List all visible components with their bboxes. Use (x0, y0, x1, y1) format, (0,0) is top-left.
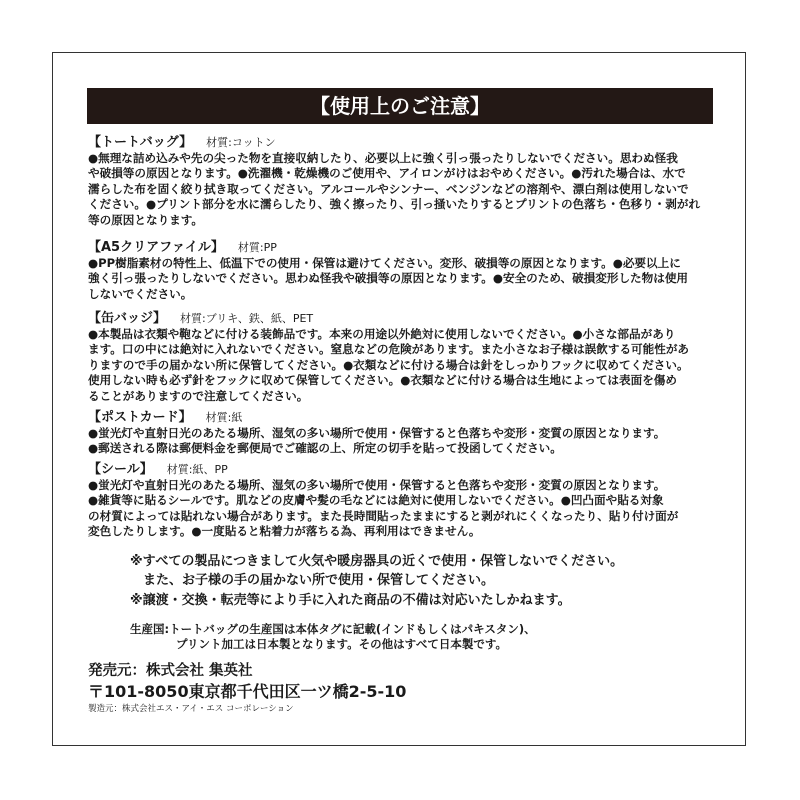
origin-line: プリント加工は日本製となります。その他はすべて日本製です。 (130, 637, 507, 651)
section-name: 【缶バッジ】 (88, 311, 167, 326)
manufacturer: 製造元：株式会社エス・アイ・エス コーポレーション (88, 704, 294, 714)
section-clear-file (88, 240, 718, 302)
section-name: 【ポストカード】 (88, 410, 192, 425)
text-line: 変色したりします。●一度貼ると粘着力が落ちる為、再利用はできません。 (88, 524, 481, 539)
section-header (88, 410, 718, 426)
address: 〒101-8050東京都千代田区一ツ橋2-5-10 (88, 682, 407, 701)
section-material: 材質:紙 (205, 411, 243, 424)
section-name: 【A5クリアファイル】 (88, 240, 224, 255)
section-header (88, 240, 718, 256)
text-line: ●無理な詰め込みや先の尖った物を直接収納したり、必要以上に強く引っ張ったりしないでください。思わぬ怪我 (88, 151, 678, 165)
section-sticker (88, 462, 718, 540)
text-line: ●郵送される際は郵便料金を郵便局でご確認の上、所定の切手を貼って投函してください。 (88, 441, 562, 456)
text-line: 濡らした布を固く絞り拭き取ってください。アルコールやシンナー、ベンジンなどの溶剤や、漂白剤は使用しないで (88, 181, 689, 196)
section-name: 【シール】 (88, 462, 153, 477)
text-line: や破損等の原因となります。●洗濯機・乾燥機のご使用や、アイロンがけはおやめください。●汚れた場合は、水で (88, 166, 686, 181)
section-material: 材質:コットン (206, 136, 276, 149)
text-line: しないでください。 (88, 286, 193, 301)
section-name: 【トートバッグ】 (88, 135, 193, 150)
note-line: ※すべての製品につきまして火気や暖房器具の近くで使用・保管しないでください。 (130, 554, 624, 569)
section-header (88, 462, 718, 478)
section-material: 材質:ブリキ、鉄、紙、PET (180, 312, 314, 325)
text-line: ●蛍光灯や直射日光のあたる場所、湿気の多い場所で使用・保管すると色落ちや変形・変質の原因となります。 (88, 478, 666, 492)
text-line: ●雑貨等に貼るシールです。肌などの皮膚や髪の毛などには絶対に使用しないでください。●凹凸面や貼る対象 (88, 493, 664, 508)
section-header (88, 135, 718, 151)
section-material: 材質:紙、PP (166, 463, 228, 476)
section-tote-bag (88, 135, 718, 228)
note-line: また、お子様の手の届かない所で使用・保管してください。 (130, 573, 495, 588)
section-can-badge (88, 311, 718, 404)
section-header (88, 311, 718, 327)
text-line: ください。●プリント部分を水に濡らしたり、強く擦ったり、引っ掻いたりするとプリントの色落ち・色移り・剥がれ (88, 197, 701, 212)
page-title: 【使用上のご注意】 (87, 88, 713, 124)
note-line: ※譲渡・交換・転売等により手に入れた商品の不備は対応いたしかねます。 (130, 593, 571, 608)
text-line: 強く引っ張ったりしないでください。思わぬ怪我や破損等の原因となります。●安全のため、破損変形した物は使用 (88, 271, 689, 286)
publisher: 発売元：株式会社 集英社 (88, 663, 253, 679)
section-postcard (88, 410, 718, 457)
text-line: ●本製品は衣類や鞄などに付ける装飾品です。本来の用途以外絶対に使用しないでください。●小さな部品があり (88, 327, 676, 341)
origin-line: 生産国:トートバッグの生産国は本体タグに記載(インドもしくはパキスタン)、 (130, 622, 536, 636)
text-line: ることがありますので注意してください。 (88, 388, 309, 403)
text-line: りますので手の届かない所に保管してください。●衣類などに付ける場合は針をしっかりフックに収めてください。 (88, 357, 689, 372)
text-line: ●PP樹脂素材の特性上、低温下での使用・保管は避けてください。変形、破損等の原因となります。●必要以上に (88, 256, 681, 270)
text-line: 等の原因となります。 (88, 212, 204, 227)
text-line: ます。口の中には絶対に入れないでください。窒息などの危険があります。また小さなお子様は誤飲する可能性があ (88, 342, 690, 357)
text-line: ●蛍光灯や直射日光のあたる場所、湿気の多い場所で使用・保管すると色落ちや変形・変質の原因となります。 (88, 426, 666, 440)
section-material: 材質:PP (237, 241, 277, 254)
text-line: の材質によっては貼れない場合があります。また長時間貼ったままにすると剥がれにくくなったり、貼り付け面が (88, 508, 679, 523)
text-line: 使用しない時も必ず針をフックに収めて保管してください。●衣類などに付ける場合は生地によっては表面を傷め (88, 373, 677, 388)
